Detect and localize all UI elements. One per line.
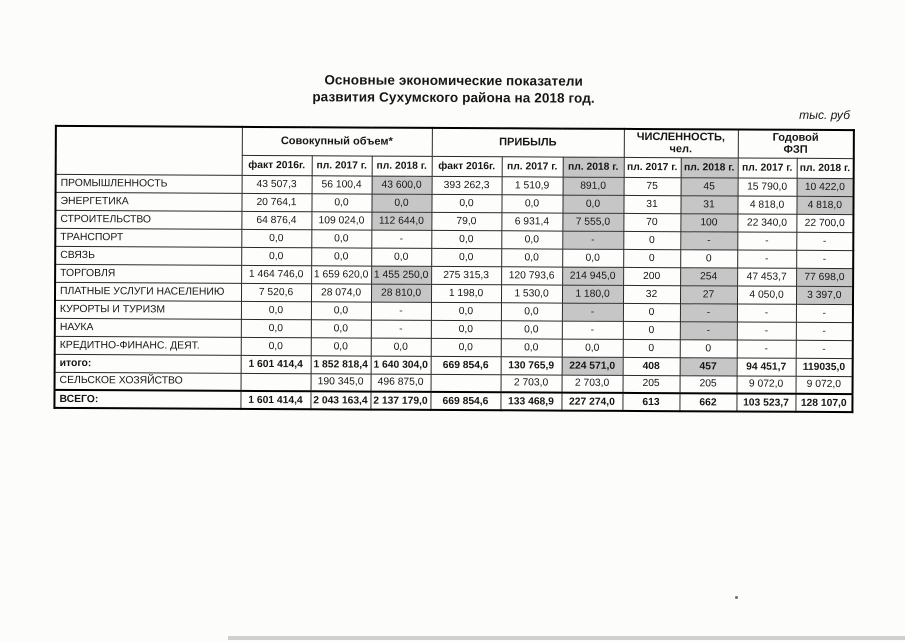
data-cell: 133 468,9 [500, 392, 561, 410]
data-cell: 1 659 620,0 [311, 265, 371, 283]
column-header: пл. 2018 г. [372, 156, 432, 176]
row-label: СВЯЗЬ [55, 246, 241, 265]
column-header: факт 2016г. [242, 155, 312, 175]
data-cell: 79,0 [431, 212, 501, 230]
data-cell: 275 315,3 [431, 266, 501, 284]
data-cell: - [562, 231, 623, 249]
column-group-header: ЧИСЛЕННОСТЬ, чел. [624, 129, 738, 158]
data-cell: 119035,0 [796, 358, 853, 376]
data-cell: - [371, 302, 431, 320]
data-cell: 109 024,0 [311, 211, 371, 229]
data-cell: 0,0 [562, 249, 623, 267]
column-header: пл. 2017 г. [738, 157, 797, 177]
data-cell: 0 [623, 231, 680, 249]
column-group-header: ПРИБЫЛЬ [432, 128, 624, 157]
data-cell: 103 523,7 [736, 393, 795, 411]
data-cell: 0,0 [371, 194, 431, 212]
data-cell: 0,0 [241, 229, 311, 247]
data-cell: 43 600,0 [372, 176, 432, 194]
data-cell: 0,0 [501, 320, 562, 338]
data-cell: 227 274,0 [561, 393, 622, 411]
data-cell: 1 601 414,4 [241, 355, 311, 373]
data-cell: 9 072,0 [737, 375, 796, 393]
data-cell: 0,0 [431, 320, 501, 338]
column-group-header: Совокупный объем* [242, 127, 432, 156]
data-cell: 3 397,0 [796, 286, 853, 304]
data-cell: 0,0 [431, 338, 501, 356]
row-label: ТОРГОВЛЯ [55, 264, 241, 283]
data-cell: 1 601 414,4 [240, 391, 310, 409]
data-cell: - [737, 249, 796, 267]
data-cell: 0,0 [311, 247, 371, 265]
data-cell: 4 818,0 [796, 196, 853, 214]
data-cell: 669 854,6 [430, 392, 500, 410]
data-cell: 75 [624, 177, 681, 195]
row-label: итого: [55, 354, 241, 373]
data-cell: - [680, 231, 737, 249]
data-cell: - [796, 232, 853, 250]
scan-speck [735, 596, 738, 599]
data-cell: 20 764,1 [241, 193, 311, 211]
row-label: СТРОИТЕЛЬСТВО [55, 210, 241, 229]
data-cell: - [737, 303, 796, 321]
data-cell: - [796, 250, 853, 268]
data-cell: 0,0 [311, 301, 371, 319]
data-cell: - [796, 304, 853, 322]
data-cell: 128 107,0 [795, 394, 852, 412]
row-label: ТРАНСПОРТ [55, 228, 241, 247]
row-label: ВСЕГО: [54, 390, 240, 409]
data-cell: 1 640 304,0 [371, 356, 431, 374]
data-cell: 2 703,0 [562, 375, 623, 393]
data-cell: 393 262,3 [432, 176, 502, 194]
data-cell: 28 810,0 [371, 284, 431, 302]
data-cell: 0,0 [501, 194, 562, 212]
data-cell: 0,0 [562, 195, 623, 213]
row-label: ПРОМЫШЛЕННОСТЬ [56, 174, 242, 193]
data-cell: 43 507,3 [242, 175, 312, 193]
data-cell: - [371, 320, 431, 338]
data-cell: 205 [680, 375, 737, 393]
data-cell: 64 876,4 [241, 211, 311, 229]
document-title-line1: Основные экономические показатели [324, 72, 583, 89]
indicators-table [53, 125, 855, 413]
data-cell: 22 340,0 [737, 213, 796, 231]
document-title [1, 70, 905, 109]
data-cell: 70 [623, 213, 680, 231]
data-cell: 0,0 [431, 248, 501, 266]
data-cell: 1 455 250,0 [371, 266, 431, 284]
table-row [54, 390, 852, 412]
data-cell: - [562, 303, 623, 321]
data-cell: 0 [680, 249, 737, 267]
data-cell: 0,0 [501, 302, 562, 320]
data-cell: - [737, 339, 796, 357]
data-cell: 0,0 [241, 247, 311, 265]
data-cell: 190 345,0 [311, 373, 371, 391]
scanner-edge-artifact [228, 636, 905, 640]
data-cell: 0,0 [501, 248, 562, 266]
data-cell: 0,0 [311, 319, 371, 337]
data-cell: 4 818,0 [737, 195, 796, 213]
data-cell: 22 700,0 [796, 214, 853, 232]
column-header: пл. 2017 г. [312, 155, 372, 175]
row-label: ПЛАТНЫЕ УСЛУГИ НАСЕЛЕНИЮ [55, 282, 241, 301]
data-cell: - [737, 321, 796, 339]
data-cell: - [737, 231, 796, 249]
data-cell: 613 [622, 393, 679, 411]
data-cell: 214 945,0 [562, 267, 623, 285]
data-cell: 496 875,0 [371, 374, 431, 392]
column-header: пл. 2018 г. [563, 157, 624, 177]
units-note: тыс. руб [799, 107, 851, 123]
row-label: ЭНЕРГЕТИКА [55, 192, 241, 211]
data-cell: 662 [679, 393, 736, 411]
data-cell: 0,0 [371, 338, 431, 356]
data-cell: 56 100,4 [312, 175, 372, 193]
data-cell: - [371, 230, 431, 248]
data-cell: 254 [680, 267, 737, 285]
document-title-line2: развития Сухумского района на 2018 год. [312, 89, 595, 106]
data-cell: 130 765,9 [501, 356, 562, 374]
data-cell: 100 [680, 213, 737, 231]
data-cell: 77 698,0 [796, 268, 853, 286]
data-cell: 0 [623, 303, 680, 321]
data-cell: 31 [623, 195, 680, 213]
data-cell: 0,0 [241, 301, 311, 319]
data-cell: 2 703,0 [501, 374, 562, 392]
row-label: КРЕДИТНО-ФИНАНС. ДЕЯТ. [55, 336, 241, 355]
data-cell: 0,0 [241, 319, 311, 337]
data-cell: 31 [680, 195, 737, 213]
data-cell: 1 198,0 [431, 284, 501, 302]
row-label: КУРОРТЫ И ТУРИЗМ [55, 300, 241, 319]
data-cell: 32 [623, 285, 680, 303]
data-cell: 7 555,0 [562, 213, 623, 231]
data-cell: 0 [623, 339, 680, 357]
column-header: пл. 2018 г. [797, 158, 854, 178]
row-label: НАУКА [55, 318, 241, 337]
data-cell: 9 072,0 [796, 376, 853, 394]
data-cell: - [562, 321, 623, 339]
data-cell: 0,0 [431, 230, 501, 248]
data-cell: 224 571,0 [562, 357, 623, 375]
column-header: факт 2016г. [432, 156, 502, 176]
data-cell: 28 074,0 [311, 283, 371, 301]
row-label: СЕЛЬСКОЕ ХОЗЯЙСТВО [55, 372, 241, 391]
data-cell: 0,0 [501, 338, 562, 356]
data-cell: 2 043 163,4 [310, 391, 370, 409]
data-cell [241, 373, 311, 391]
data-cell: 4 050,0 [737, 285, 796, 303]
data-cell: 457 [680, 357, 737, 375]
data-cell: 112 644,0 [371, 212, 431, 230]
data-cell: 0,0 [371, 248, 431, 266]
column-header: пл. 2017 г. [624, 157, 681, 177]
data-cell: 1 852 818,4 [311, 355, 371, 373]
data-cell: 47 453,7 [737, 267, 796, 285]
column-header: пл. 2017 г. [502, 156, 563, 176]
data-cell: 10 422,0 [797, 178, 854, 196]
data-cell: 1 530,0 [501, 284, 562, 302]
data-cell: 6 931,4 [501, 212, 562, 230]
data-cell: 891,0 [563, 177, 624, 195]
data-cell: 0,0 [501, 230, 562, 248]
data-cell: - [796, 322, 853, 340]
data-cell: 669 854,6 [431, 356, 501, 374]
data-cell: 15 790,0 [738, 177, 797, 195]
data-cell: 205 [623, 375, 680, 393]
data-cell: 2 137 179,0 [370, 392, 430, 410]
data-cell: 27 [680, 285, 737, 303]
data-cell: - [680, 321, 737, 339]
data-cell: 7 520,6 [241, 283, 311, 301]
data-cell: 1 464 746,0 [241, 265, 311, 283]
data-cell: 0,0 [431, 302, 501, 320]
data-cell: 0,0 [562, 339, 623, 357]
data-cell: 0 [623, 321, 680, 339]
data-cell: 0,0 [431, 194, 501, 212]
data-cell: 94 451,7 [737, 357, 796, 375]
data-cell: 0,0 [311, 229, 371, 247]
table-corner-cell [56, 126, 242, 175]
data-cell: 408 [623, 357, 680, 375]
data-cell: 1 510,9 [502, 176, 563, 194]
data-cell: 45 [681, 177, 738, 195]
data-cell: 0,0 [311, 337, 371, 355]
data-cell: - [680, 303, 737, 321]
data-cell: 0,0 [241, 337, 311, 355]
data-cell: 0 [623, 249, 680, 267]
data-cell: - [796, 340, 853, 358]
column-group-header: Годовой ФЗП [738, 129, 854, 158]
data-cell: 0 [680, 339, 737, 357]
column-header: пл. 2018 г. [681, 157, 738, 177]
data-cell: 1 180,0 [562, 285, 623, 303]
data-cell: 120 793,6 [501, 266, 562, 284]
data-cell: 0,0 [311, 193, 371, 211]
data-cell [431, 374, 501, 392]
data-cell: 200 [623, 267, 680, 285]
